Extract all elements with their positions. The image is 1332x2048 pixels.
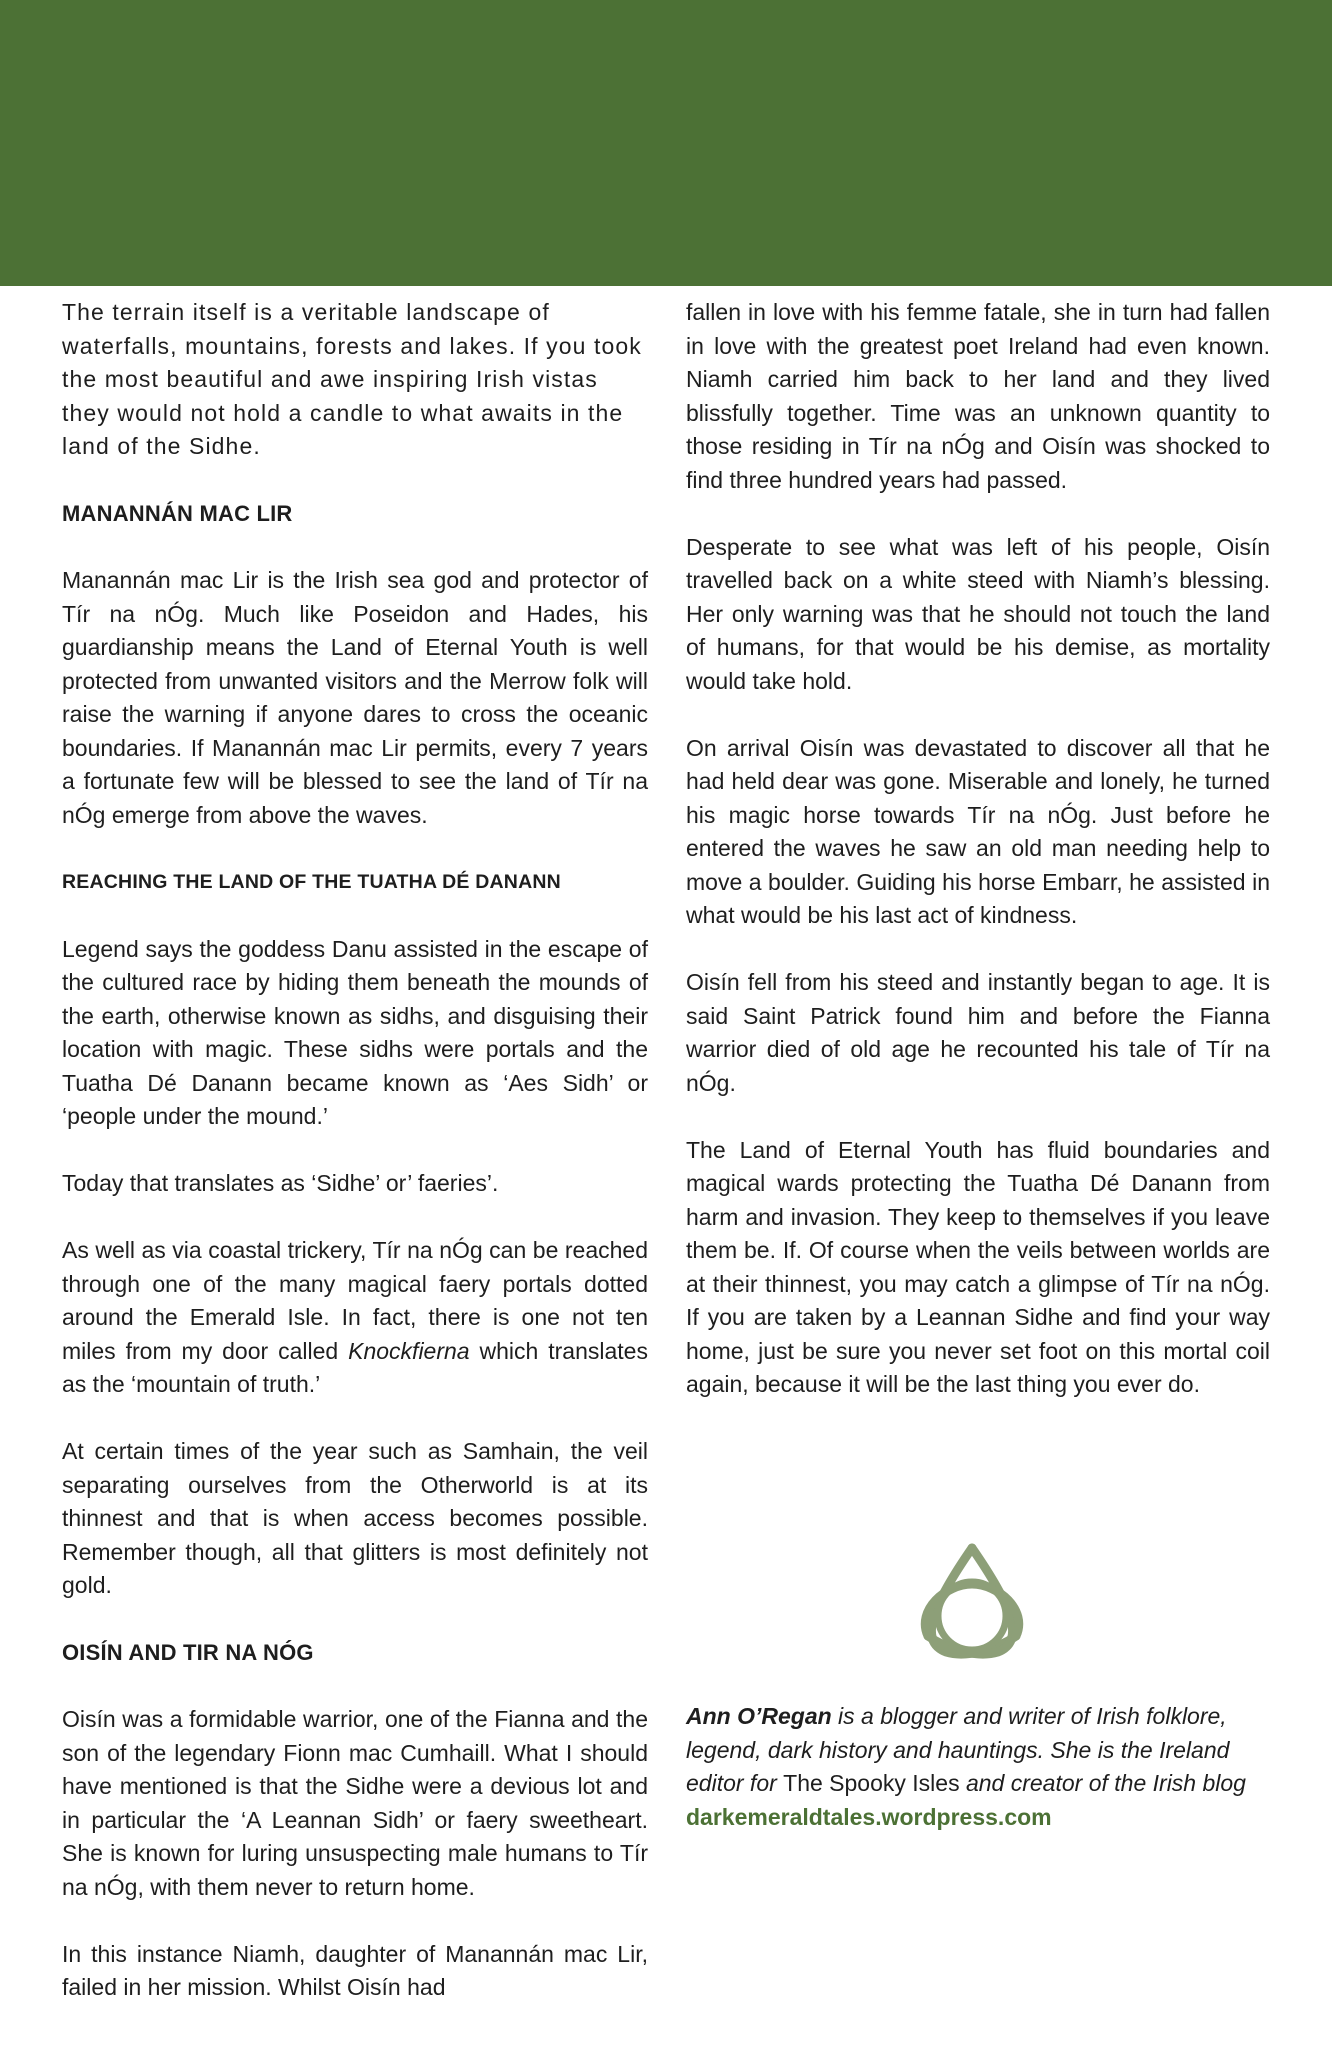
author-bio bbox=[686, 1700, 1286, 1834]
section-heading-reaching: REACHING THE LAND OF THE TUATHA DÉ DANANN bbox=[62, 870, 561, 893]
bio-text: and creator of the Irish blog bbox=[959, 1770, 1246, 1796]
article-column-left bbox=[62, 296, 648, 2005]
paragraph: fallen in love with his femme fatale, she in turn had fallen in love with the greatest poet Ireland had even known. Niamh carried him back to her land and they lived blissfully together. Time was an unknown quantity to those residing in Tír na nÓg and Oisín was shocked to find three hundred years had passed. bbox=[686, 299, 1270, 493]
place-name: Knockfierna bbox=[348, 1337, 470, 1364]
paragraph: Oisín was a formidable warrior, one of the Fianna and the son of the legendary Fionn mac Cumhaill. What I should have mentioned is that the Sidhe were a devious lot and in particular the ‘A Leannan Sidh’ or faery sweetheart. She is known for luring unsuspecting male humans to Tír na nÓg, with them never to return home. bbox=[62, 1706, 648, 1900]
paragraph: On arrival Oisín was devastated to discover all that he had held dear was gone. Miserable and lonely, he turned his magic horse towards Tír na nÓg. Just before he entered the waves he saw an old man needing help to move a boulder. Guiding his horse Embarr, he assisted in what would be his last act of kindness. bbox=[686, 734, 1270, 928]
section-heading-manannan: MANANNÁN MAC LIR bbox=[62, 501, 293, 526]
paragraph: The Land of Eternal Youth has fluid boundaries and magical wards protecting the Tuatha Dé Danann from harm and invasion. They keep to themselves if you leave them be. If. Of course when the veils between worlds are at their thinnest, you may catch a glimpse of Tír na nÓg. If you are taken by a Leannan Sidhe and find your way home, just be sure you never set foot on this mortal coil again, because it will be the last thing you ever do. bbox=[686, 1136, 1270, 1397]
publication-name: The Spooky Isles bbox=[783, 1770, 960, 1796]
paragraph: Oisín fell from his steed and instantly began to age. It is said Saint Patrick found him and before the Fianna warrior died of old age he recounted his tale of Tír na nÓg. bbox=[686, 969, 1270, 1096]
author-name: Ann O’Regan bbox=[686, 1703, 832, 1729]
paragraph: In this instance Niamh, daughter of Manannán mac Lir, failed in her mission. Whilst Oisín had bbox=[62, 1940, 648, 2000]
section-heading-oisin: OISÍN AND TIR NA NÓG bbox=[62, 1640, 314, 1665]
paragraph: Today that translates as ‘Sidhe’ or’ faeries’. bbox=[62, 1170, 499, 1196]
text: which translates as the ‘mountain of truth.’ bbox=[62, 1337, 648, 1397]
paragraph: Manannán mac Lir is the Irish sea god and protector of Tír na nÓg. Much like Poseidon and Hades, his guardianship means the Land of Eternal Youth is well protected from unwanted visitors and the Merrow folk will raise the warning if anyone dares to cross the oceanic boundaries. If Manannán mac Lir permits, every 7 years a fortunate few will be blessed to see the land of Tír na nÓg emerge from above the waves. bbox=[62, 567, 648, 828]
blog-link[interactable]: darkemeraldtales.wordpress.com bbox=[686, 1803, 1052, 1830]
paragraph: At certain times of the year such as Samhain, the veil separating ourselves from the Otherworld is at its thinnest and that is when access becomes possible. Remember though, all that glitters is most definitely not gold. bbox=[62, 1438, 648, 1598]
header-band bbox=[0, 0, 1332, 286]
paragraph: Desperate to see what was left of his people, Oisín travelled back on a white steed with Niamh’s blessing. Her only warning was that he should not touch the land of humans, for that would be his demise, as mortality would take hold. bbox=[686, 533, 1270, 694]
triquetra-icon bbox=[906, 1540, 1038, 1666]
paragraph: The terrain itself is a veritable landscape of waterfalls, mountains, forests and lakes. If you took the most beautiful and awe inspiring Irish vistas they would not hold a candle to what awaits in the land of the Sidhe. bbox=[62, 299, 642, 459]
text: As well as via coastal trickery, Tír na nÓg can be reached through one of the many magical faery portals dotted around the Emerald Isle. In fact, there is one not ten miles from my door called bbox=[62, 1237, 648, 1364]
paragraph bbox=[62, 1234, 648, 1402]
paragraph: Legend says the goddess Danu assisted in the escape of the cultured race by hiding them beneath the mounds of the earth, otherwise known as sidhs, and disguising their location with magic. These sidhs were portals and the Tuatha Dé Danann became known as ‘Aes Sidh’ or ‘people under the mound.’ bbox=[62, 935, 648, 1129]
article-column-right bbox=[686, 296, 1270, 1402]
bio-text: is a blogger and writer of Irish folklore, legend, dark history and hauntings. She is the Ireland editor for bbox=[686, 1703, 1230, 1796]
